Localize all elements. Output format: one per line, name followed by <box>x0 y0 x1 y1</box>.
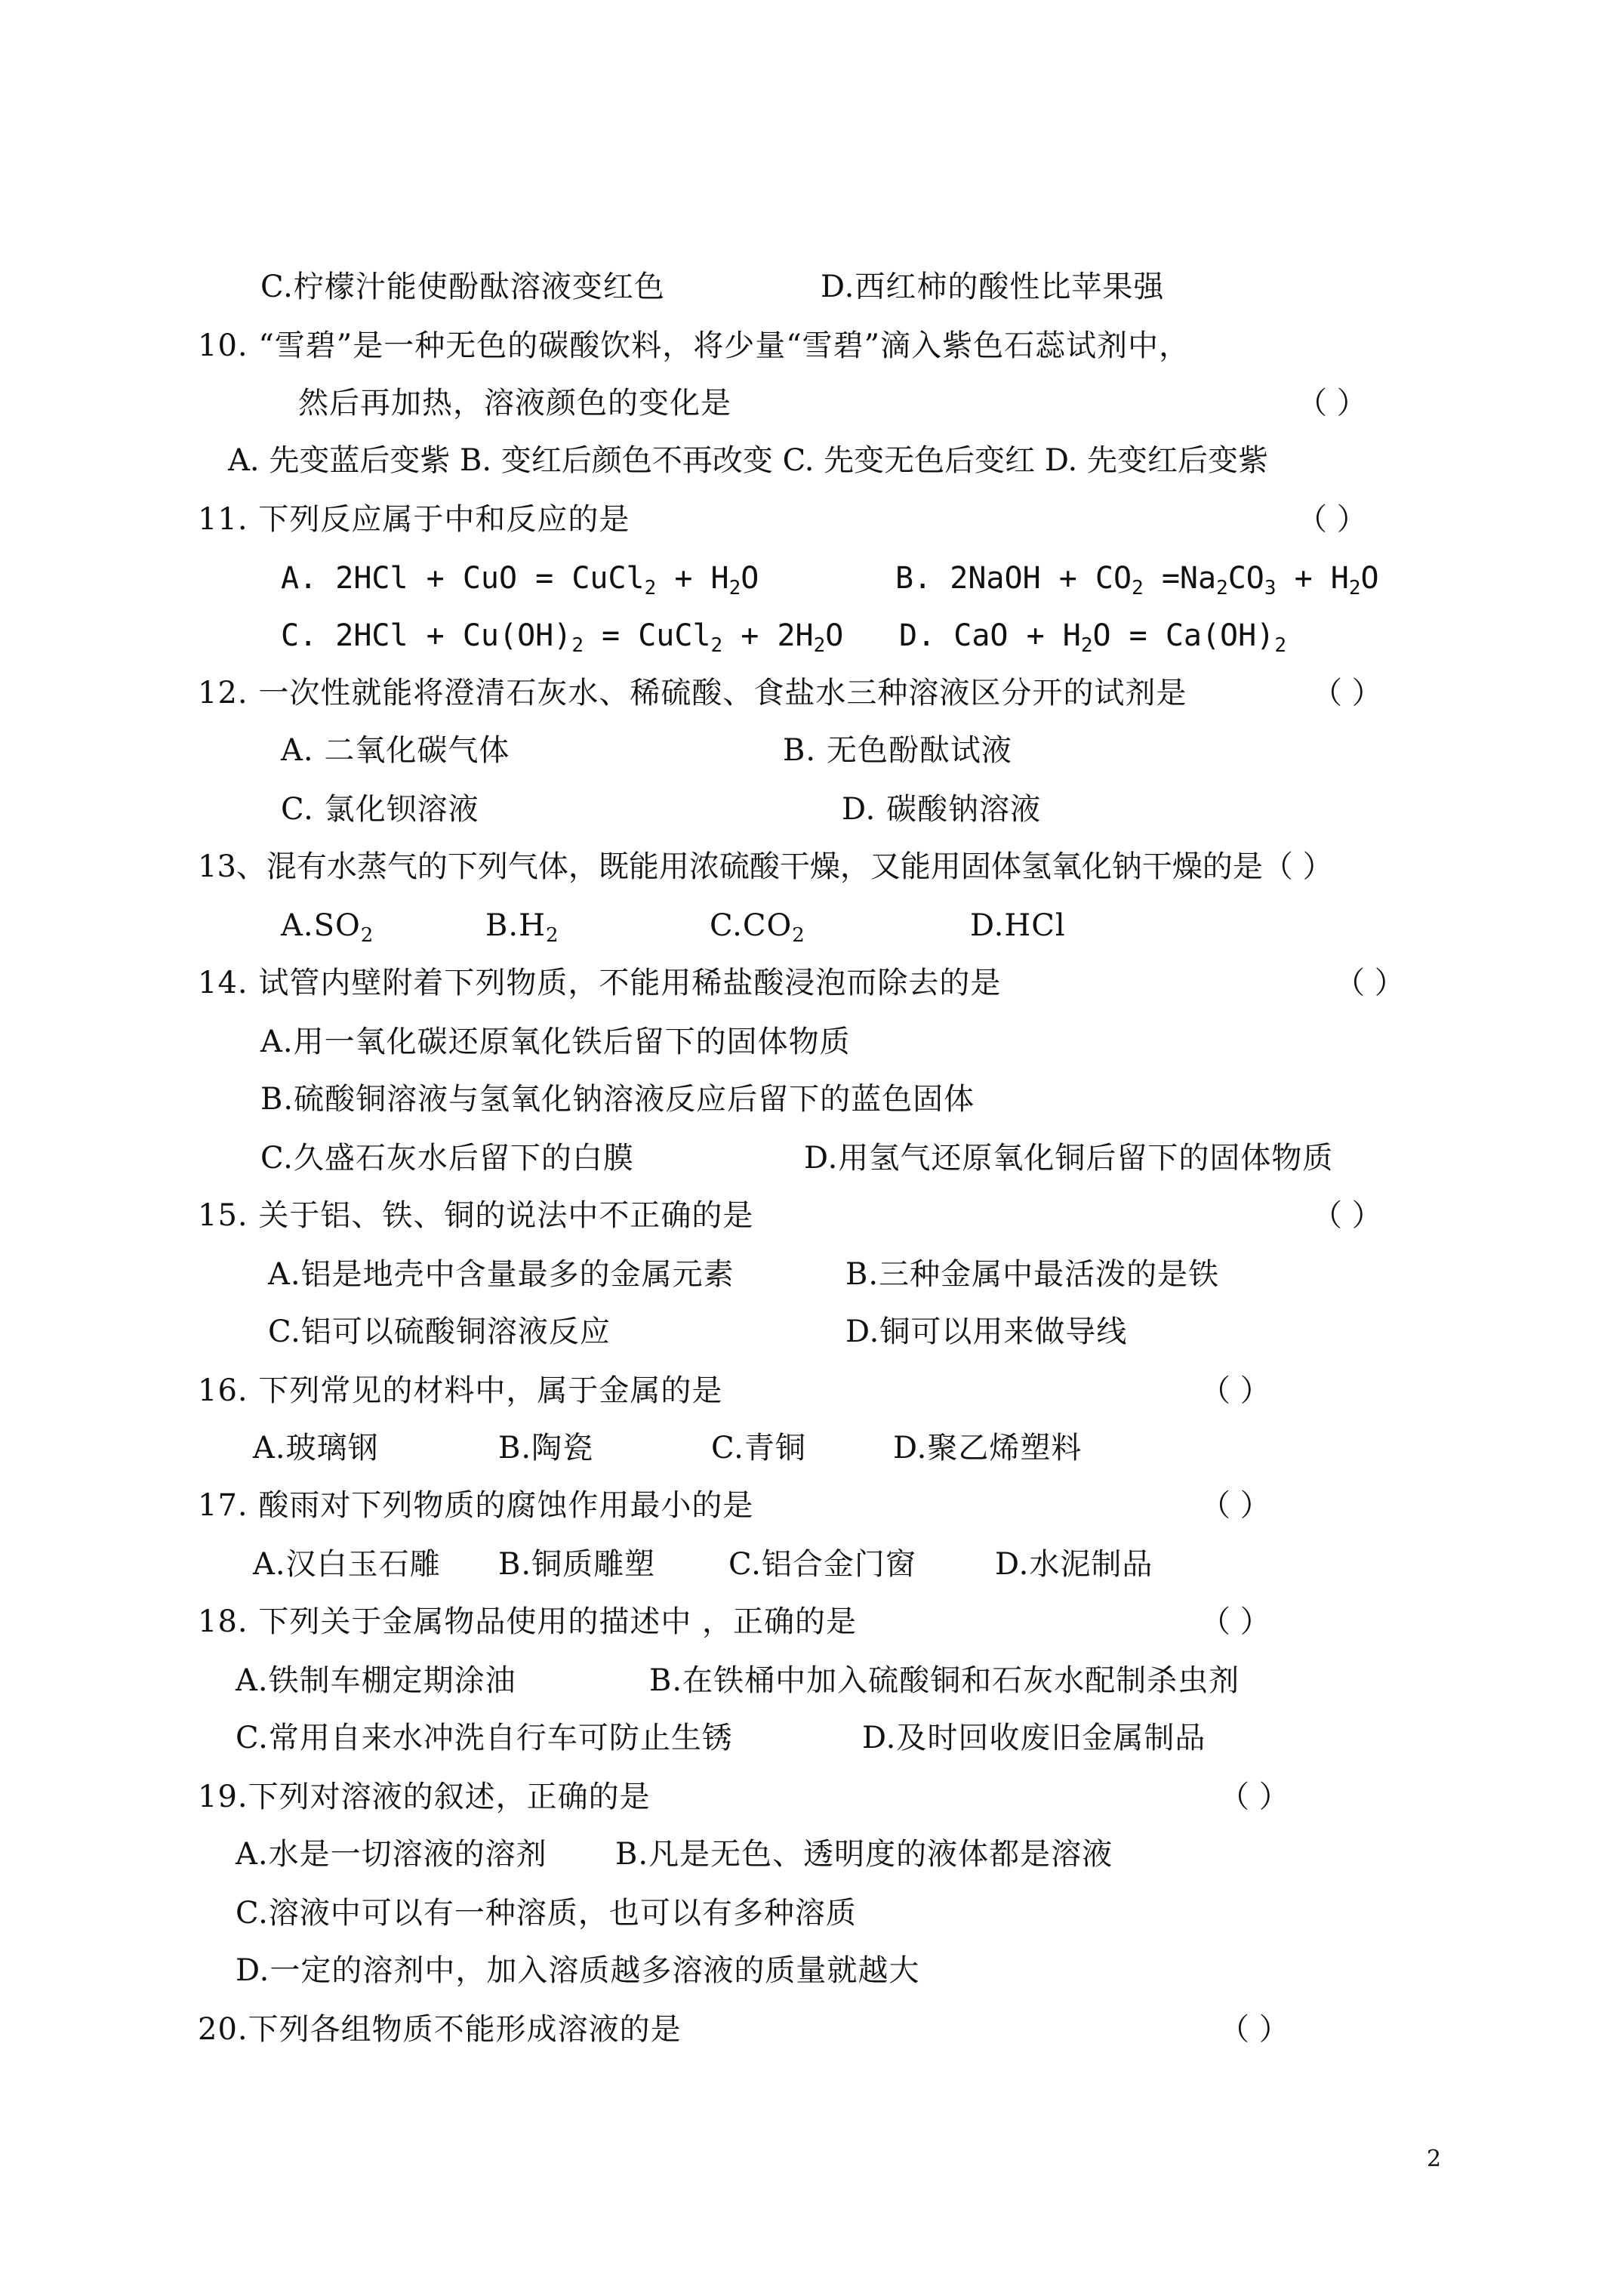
q14-stem: 14. 试管内壁附着下列物质，不能用稀盐酸浸泡而除去的是 <box>198 966 1002 1000</box>
q12-option-b: B. 无色酚酞试液 <box>783 733 1012 768</box>
q18-option-a: A.铁制车棚定期涂油 <box>236 1663 516 1698</box>
q10-answer-paren: （ ） <box>1297 386 1367 421</box>
q11-option-b: B. 2NaOH + $CO_2 =Na_2CO_3 + H_2O$ <box>895 561 1379 599</box>
q16-option-d: D.聚乙烯塑料 <box>893 1431 1083 1465</box>
q13-option-b: $B.H_2$ <box>485 908 559 947</box>
q9-option-d: D.西红柿的酸性比苹果强 <box>821 270 1165 304</box>
q9-option-c: C.柠檬汁能使酚酞溶液变红色 <box>260 270 665 304</box>
q18-stem: 18. 下列关于金属物品使用的描述中 ，正确的是 <box>198 1604 858 1639</box>
q18-option-c: C.常用自来水冲洗自行车可防止生锈 <box>236 1721 733 1755</box>
q19-stem: 19.下列对溶液的叙述，正确的是 <box>198 1780 651 1814</box>
q18-option-b: B.在铁桶中加入硫酸铜和石灰水配制杀虫剂 <box>649 1663 1240 1698</box>
q17-option-b: B.铜质雕塑 <box>498 1547 656 1582</box>
q10-stem-line2: 然后再加热，溶液颜色的变化是 <box>298 386 731 421</box>
q16-option-a: A.玻璃钢 <box>253 1431 379 1465</box>
q12-option-c: C. 氯化钡溶液 <box>281 792 479 827</box>
q15-option-b: B.三种金属中最活泼的是铁 <box>845 1257 1220 1292</box>
q19-option-a: A.水是一切溶液的溶剂 <box>236 1837 547 1872</box>
q16-answer-paren: （ ） <box>1200 1373 1270 1408</box>
q16-stem: 16. 下列常见的材料中，属于金属的是 <box>198 1373 723 1408</box>
q20-answer-paren: （ ） <box>1219 2012 1289 2047</box>
q16-option-b: B.陶瓷 <box>498 1431 594 1465</box>
q19-option-c: C.溶液中可以有一种溶质，也可以有多种溶质 <box>236 1896 857 1931</box>
q12-answer-paren: （ ） <box>1312 676 1382 710</box>
q11-option-d: D. CaO + $H_2O = Ca(OH)_2$ <box>899 618 1286 657</box>
q13-option-d: D.HCl <box>970 908 1066 943</box>
q20-stem: 20.下列各组物质不能形成溶液的是 <box>198 2012 682 2047</box>
q19-answer-paren: （ ） <box>1219 1780 1289 1814</box>
q15-answer-paren: （ ） <box>1312 1198 1382 1233</box>
q11-stem: 11. 下列反应属于中和反应的是 <box>198 502 630 537</box>
q15-option-a: A.铝是地壳中含量最多的金属元素 <box>268 1257 735 1292</box>
q17-option-d: D.水泥制品 <box>995 1547 1153 1582</box>
q16-option-c: C.青铜 <box>711 1431 806 1465</box>
q11-option-c: C. $2HCl + Cu(OH)_2$ = CuCl$_2$ + $2H_2O$ <box>281 618 844 657</box>
q17-option-a: A.汉白玉石雕 <box>253 1547 441 1582</box>
q19-option-d: D.一定的溶剂中，加入溶质越多溶液的质量就越大 <box>236 1953 920 1988</box>
q10-options: A. 先变蓝后变紫 B. 变红后颜色不再改变 C. 先变无色后变红 D. 先变红后变紫 <box>228 443 1268 478</box>
q15-stem: 15. 关于铝、铁、铜的说法中不正确的是 <box>198 1198 754 1233</box>
q15-option-d: D.铜可以用来做导线 <box>845 1314 1128 1349</box>
q10-stem-line1: 10. “雪碧”是一种无色的碳酸饮料，将少量“雪碧”滴入紫色石蕊试剂中， <box>198 328 1190 363</box>
q14-answer-paren: （ ） <box>1335 966 1405 1000</box>
q18-option-d: D.及时回收废旧金属制品 <box>862 1721 1206 1755</box>
q14-option-d: D.用氢气还原氧化铜后留下的固体物质 <box>804 1141 1334 1176</box>
q13-option-c: $C.CO_2$ <box>710 908 805 947</box>
q11-option-a: A. 2HCl + CuO = CuCl$_2$ + $H_2O$ <box>281 561 759 599</box>
q12-stem: 12. 一次性就能将澄清石灰水、稀硫酸、食盐水三种溶液区分开的试剂是 <box>198 676 1187 710</box>
q11-answer-paren: （ ） <box>1297 502 1367 537</box>
q12-option-a: A. 二氧化碳气体 <box>281 733 510 768</box>
q14-option-c: C.久盛石灰水后留下的白膜 <box>260 1141 634 1176</box>
q17-option-c: C.铝合金门窗 <box>728 1547 916 1582</box>
q19-option-b: B.凡是无色、透明度的液体都是溶液 <box>615 1837 1113 1872</box>
q14-option-a: A.用一氧化碳还原氧化铁后留下的固体物质 <box>260 1025 851 1059</box>
q12-option-d: D. 碳酸钠溶液 <box>842 792 1042 827</box>
q17-stem: 17. 酸雨对下列物质的腐蚀作用最小的是 <box>198 1488 754 1523</box>
q13-stem: 13、混有水蒸气的下列气体，既能用浓硫酸干燥，又能用固体氢氧化钠干燥的是（ ） <box>198 849 1333 884</box>
q17-answer-paren: （ ） <box>1200 1488 1270 1523</box>
q14-option-b: B.硫酸铜溶液与氢氧化钠溶液反应后留下的蓝色固体 <box>260 1082 975 1117</box>
q15-option-c: C.铝可以硫酸铜溶液反应 <box>268 1314 611 1349</box>
q18-answer-paren: （ ） <box>1200 1604 1270 1639</box>
page-number: 2 <box>1427 2146 1442 2172</box>
q13-option-a: $A.SO_2$ <box>281 908 374 947</box>
